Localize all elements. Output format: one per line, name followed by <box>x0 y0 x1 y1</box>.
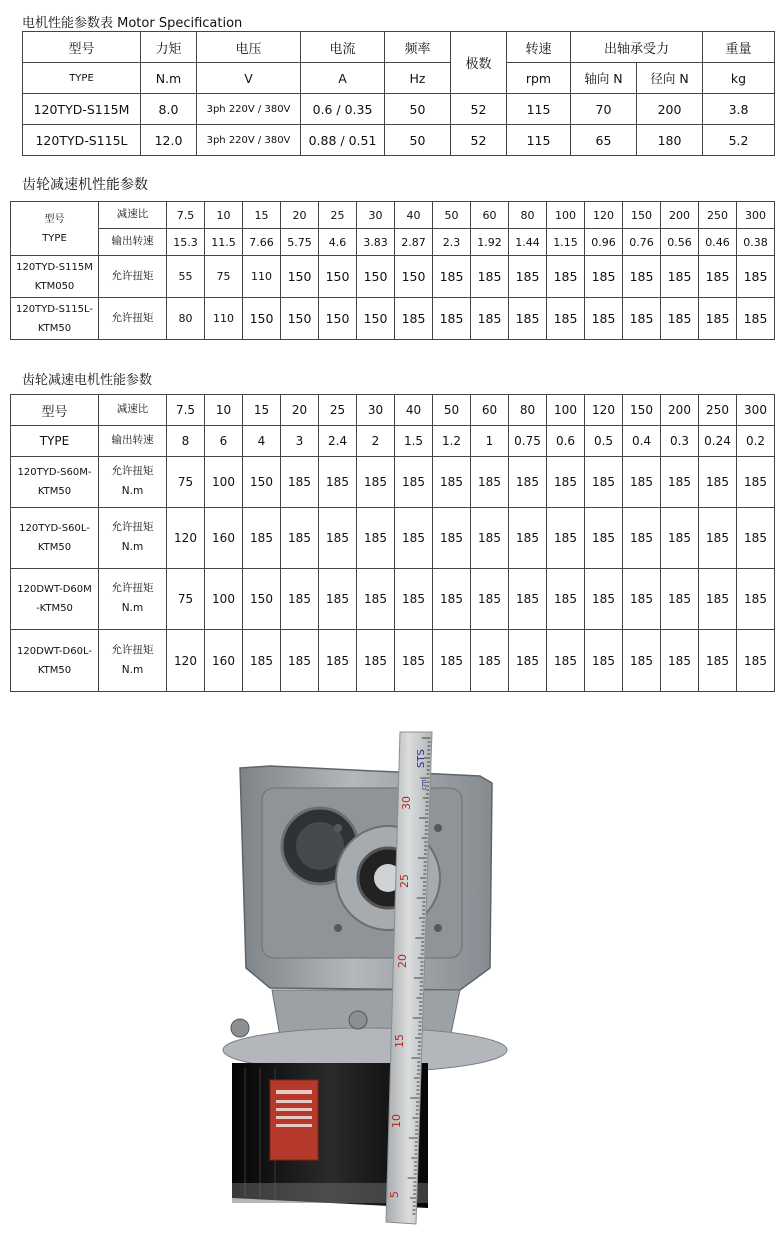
speed-cell: 15.3 <box>167 229 205 256</box>
torque-cell: 185 <box>699 457 737 508</box>
header-current-unit: A <box>301 63 385 94</box>
torque-cell: 185 <box>661 457 699 508</box>
gearmotor-spec-table <box>10 394 775 692</box>
torque-cell: 185 <box>737 256 775 298</box>
speed-cell: 7.66 <box>243 229 281 256</box>
header-torque: 力矩 <box>141 32 197 63</box>
torque-cell: 185 <box>661 256 699 298</box>
gearmotor-spec-title: 齿轮减速电机性能参数 <box>22 373 153 388</box>
poles-cell: 52 <box>451 125 507 156</box>
motor-spec-table <box>22 31 775 156</box>
torque-cell: 110 <box>205 298 243 340</box>
torque-label-cell <box>99 457 167 508</box>
speed-cell: 0.75 <box>509 426 547 457</box>
speed-cell: 2.3 <box>433 229 471 256</box>
gear-motor-photo <box>210 728 540 1228</box>
torque-cell: 185 <box>509 298 547 340</box>
torque-label: 允许扭矩 <box>99 256 167 298</box>
model-cell <box>11 569 99 630</box>
reducer-spec-title: 齿轮减速机性能参数 <box>22 177 148 193</box>
torque-cell: 185 <box>547 630 585 692</box>
torque-cell: 185 <box>509 569 547 630</box>
header-frequency: 频率 <box>385 32 451 63</box>
weight-cell: 3.8 <box>703 94 775 125</box>
torque-label: 允许扭矩 <box>111 582 154 595</box>
radial-cell: 200 <box>637 94 703 125</box>
ruler-number: 15 <box>393 1034 406 1048</box>
frequency-cell: 50 <box>385 94 451 125</box>
torque-cell: 185 <box>547 457 585 508</box>
speed-cell: 5.75 <box>281 229 319 256</box>
speed-cell: 1.15 <box>547 229 585 256</box>
torque-cell: 185 <box>319 508 357 569</box>
table-row <box>11 569 775 630</box>
torque-cell: 185 <box>585 256 623 298</box>
torque-cell: 185 <box>357 630 395 692</box>
torque-cell: 185 <box>699 508 737 569</box>
ratio-cell: 20 <box>281 395 319 426</box>
torque-cell: 185 <box>243 630 281 692</box>
torque-cell: 185 <box>395 298 433 340</box>
speed-label: 输出转速 <box>99 229 167 256</box>
ratio-cell: 15 <box>243 395 281 426</box>
ratio-cell: 250 <box>699 395 737 426</box>
speed-cell: 0.38 <box>737 229 775 256</box>
torque-cell: 185 <box>319 569 357 630</box>
voltage-cell: 3ph 220V / 380V <box>197 125 301 156</box>
torque-cell: 185 <box>433 508 471 569</box>
torque-cell: 185 <box>737 508 775 569</box>
axial-cell: 65 <box>571 125 637 156</box>
model-cell <box>11 508 99 569</box>
torque-cell: 150 <box>319 256 357 298</box>
torque-cell: 150 <box>281 256 319 298</box>
header-weight-unit: kg <box>703 63 775 94</box>
header-frequency-unit: Hz <box>385 63 451 94</box>
torque-cell: 185 <box>433 256 471 298</box>
speed-cell: 0.76 <box>623 229 661 256</box>
torque-cell: 75 <box>167 457 205 508</box>
motor-spec-title: 电机性能参数表 Motor Specification <box>22 16 243 31</box>
torque-cell: 185 <box>623 630 661 692</box>
header-radial: 径向 N <box>637 63 703 94</box>
ruler-number: 25 <box>398 874 411 888</box>
ruler-number: 30 <box>400 796 413 810</box>
ratio-cell: 30 <box>357 395 395 426</box>
speed-cell: 0.6 <box>547 426 585 457</box>
header-axial: 轴向 N <box>571 63 637 94</box>
torque-cell: 185 <box>661 630 699 692</box>
torque-cell: 55 <box>167 256 205 298</box>
ratio-cell: 80 <box>509 395 547 426</box>
ratio-cell: 120 <box>585 395 623 426</box>
torque-cell: 185 <box>623 508 661 569</box>
ruler-brand: STS <box>416 749 427 768</box>
torque-cell: 185 <box>509 508 547 569</box>
torque-unit: N.m <box>121 541 144 553</box>
torque-cell: 185 <box>661 298 699 340</box>
model-line: 120TYD-S115L- <box>15 303 94 315</box>
speed-cell: 8 <box>167 426 205 457</box>
torque-cell: 150 <box>357 256 395 298</box>
ratio-cell: 150 <box>623 202 661 229</box>
torque-cell: 185 <box>471 569 509 630</box>
ratio-cell: 80 <box>509 202 547 229</box>
torque-cell: 150 <box>243 569 281 630</box>
table-row <box>23 125 775 156</box>
torque-cell: 185 <box>281 569 319 630</box>
ratio-cell: 25 <box>319 202 357 229</box>
torque-cell: 185 <box>623 457 661 508</box>
torque-cell: 185 <box>661 508 699 569</box>
model-line: 120DWT-D60L- <box>17 645 92 657</box>
ratio-cell: 7.5 <box>167 395 205 426</box>
speed-cell: 2.4 <box>319 426 357 457</box>
ratio-cell: 10 <box>205 395 243 426</box>
torque-cell: 185 <box>395 508 433 569</box>
ratio-cell: 200 <box>661 202 699 229</box>
torque-cell: 185 <box>281 457 319 508</box>
speed-label: 输出转速 <box>99 426 167 457</box>
ratio-cell: 300 <box>737 395 775 426</box>
model-cell <box>11 298 99 340</box>
torque-cell: 160 <box>205 630 243 692</box>
torque-label: 允许扭矩 <box>111 465 154 478</box>
speed-cell: 0.24 <box>699 426 737 457</box>
ruler-number: 20 <box>396 954 409 968</box>
model-cell: 120TYD-S115L <box>23 125 141 156</box>
voltage-cell: 3ph 220V / 380V <box>197 94 301 125</box>
speed-cell: 0.46 <box>699 229 737 256</box>
torque-label-cell <box>99 630 167 692</box>
speed-cell: 0.96 <box>585 229 623 256</box>
torque-cell: 185 <box>547 298 585 340</box>
torque-cell: 185 <box>433 298 471 340</box>
torque-cell: 185 <box>699 256 737 298</box>
torque-cell: 185 <box>281 508 319 569</box>
torque-cell: 120 <box>167 630 205 692</box>
ratio-cell: 40 <box>395 202 433 229</box>
ratio-cell: 100 <box>547 202 585 229</box>
current-cell: 0.6 / 0.35 <box>301 94 385 125</box>
speed-cell: 1.44 <box>509 229 547 256</box>
torque-label: 允许扭矩 <box>111 521 154 534</box>
reducer-spec-table <box>10 201 775 340</box>
speed-cell: 2 <box>357 426 395 457</box>
ratio-cell: 300 <box>737 202 775 229</box>
torque-label: 允许扭矩 <box>111 643 154 656</box>
model-line: KTM50 <box>37 486 72 497</box>
table-row <box>11 457 775 508</box>
speed-cell: 0.56 <box>661 229 699 256</box>
torque-cell: 185 <box>585 630 623 692</box>
model-cell <box>11 630 99 692</box>
ratio-cell: 20 <box>281 202 319 229</box>
speed-cell: 3.83 <box>357 229 395 256</box>
speed-cell: 0.4 <box>623 426 661 457</box>
torque-label-cell <box>99 569 167 630</box>
torque-cell: 185 <box>623 256 661 298</box>
torque-cell: 185 <box>357 508 395 569</box>
torque-cell: 185 <box>623 298 661 340</box>
torque-unit: N.m <box>121 485 144 497</box>
torque-cell: 160 <box>205 508 243 569</box>
header-speed-unit: rpm <box>507 63 571 94</box>
header-weight: 重量 <box>703 32 775 63</box>
radial-cell: 180 <box>637 125 703 156</box>
header-speed: 转速 <box>507 32 571 63</box>
torque-cell: 150 <box>319 298 357 340</box>
torque-cell: 185 <box>319 630 357 692</box>
table-row <box>11 256 775 298</box>
torque-cell: 185 <box>585 569 623 630</box>
model-line: 120TYD-S115M <box>16 261 93 273</box>
torque-cell: 80 <box>167 298 205 340</box>
header-model-en: TYPE <box>23 63 141 94</box>
torque-cell: 120 <box>167 508 205 569</box>
speed-cell: 6 <box>205 426 243 457</box>
type-label: TYPE <box>42 232 67 244</box>
model-line: KTM50 <box>37 664 72 676</box>
speed-cell: 0.3 <box>661 426 699 457</box>
torque-cell: 185 <box>281 630 319 692</box>
torque-cell: 100 <box>205 569 243 630</box>
torque-cell: 75 <box>167 569 205 630</box>
ratio-cell: 200 <box>661 395 699 426</box>
torque-cell: 185 <box>699 298 737 340</box>
weight-cell: 5.2 <box>703 125 775 156</box>
torque-cell: 185 <box>433 630 471 692</box>
torque-cell: 185 <box>471 256 509 298</box>
gearbox-housing <box>240 766 492 990</box>
torque-cell: 150 <box>243 457 281 508</box>
speed-cell: 1 <box>471 426 509 457</box>
torque-cell: 185 <box>585 508 623 569</box>
table-row <box>11 298 775 340</box>
torque-cell: 185 <box>509 457 547 508</box>
torque-cell: 185 <box>395 457 433 508</box>
torque-cell: 185 <box>699 630 737 692</box>
ratio-cell: 15 <box>243 202 281 229</box>
torque-label-cell <box>99 508 167 569</box>
ratio-cell: 60 <box>471 202 509 229</box>
torque-cell: 150 <box>281 298 319 340</box>
ratio-label: 减速比 <box>99 395 167 426</box>
torque-cell: 185 <box>737 457 775 508</box>
speed-cell: 0.2 <box>737 426 775 457</box>
model-type-header <box>11 202 99 256</box>
speed-cell: 3 <box>281 426 319 457</box>
torque-cell: 185 <box>433 569 471 630</box>
ratio-cell: 40 <box>395 395 433 426</box>
torque-cell: 185 <box>547 256 585 298</box>
speed-cell: 115 <box>507 94 571 125</box>
ruler-number: 10 <box>390 1114 403 1128</box>
torque-cell: 110 <box>243 256 281 298</box>
model-cell <box>11 256 99 298</box>
torque-cell: 185 <box>585 457 623 508</box>
header-poles: 极数 <box>451 32 507 94</box>
speed-cell: 1.5 <box>395 426 433 457</box>
model-line: KTM50 <box>37 322 72 334</box>
model-line: -KTM50 <box>36 603 73 614</box>
speed-cell: 1.2 <box>433 426 471 457</box>
ratio-cell: 50 <box>433 395 471 426</box>
torque-unit: N.m <box>121 602 144 614</box>
torque-cell: 8.0 <box>141 94 197 125</box>
torque-cell: 150 <box>243 298 281 340</box>
ratio-cell: 30 <box>357 202 395 229</box>
table-row <box>11 508 775 569</box>
model-label: 型号 <box>11 395 99 426</box>
torque-cell: 185 <box>395 569 433 630</box>
torque-cell: 150 <box>357 298 395 340</box>
ratio-cell: 120 <box>585 202 623 229</box>
torque-cell: 150 <box>395 256 433 298</box>
torque-cell: 185 <box>737 569 775 630</box>
torque-cell: 185 <box>471 508 509 569</box>
speed-cell: 4 <box>243 426 281 457</box>
frequency-cell: 50 <box>385 125 451 156</box>
axial-cell: 70 <box>571 94 637 125</box>
torque-cell: 185 <box>699 569 737 630</box>
current-cell: 0.88 / 0.51 <box>301 125 385 156</box>
model-label: 型号 <box>44 213 65 225</box>
speed-cell: 0.5 <box>585 426 623 457</box>
header-torque-unit: N.m <box>141 63 197 94</box>
torque-cell: 185 <box>509 630 547 692</box>
header-voltage-unit: V <box>197 63 301 94</box>
ratio-label: 减速比 <box>99 202 167 229</box>
torque-cell: 185 <box>319 457 357 508</box>
ratio-cell: 7.5 <box>167 202 205 229</box>
torque-cell: 75 <box>205 256 243 298</box>
ratio-cell: 150 <box>623 395 661 426</box>
type-label: TYPE <box>11 426 99 457</box>
torque-cell: 185 <box>737 298 775 340</box>
ratio-cell: 25 <box>319 395 357 426</box>
torque-cell: 12.0 <box>141 125 197 156</box>
motor-flange <box>223 990 507 1072</box>
speed-cell: 115 <box>507 125 571 156</box>
model-line: 120TYD-S60M- <box>17 467 92 478</box>
header-voltage: 电压 <box>197 32 301 63</box>
torque-cell: 185 <box>395 630 433 692</box>
torque-cell: 185 <box>357 569 395 630</box>
ratio-cell: 100 <box>547 395 585 426</box>
ruler-unit: cm <box>420 779 428 790</box>
torque-cell: 100 <box>205 457 243 508</box>
header-model: 型号 <box>23 32 141 63</box>
ratio-cell: 50 <box>433 202 471 229</box>
torque-unit: N.m <box>121 663 144 676</box>
ratio-cell: 60 <box>471 395 509 426</box>
table-row <box>23 94 775 125</box>
ratio-cell: 10 <box>205 202 243 229</box>
model-line: 120DWT-D60M <box>17 584 92 595</box>
speed-cell: 11.5 <box>205 229 243 256</box>
speed-cell: 1.92 <box>471 229 509 256</box>
torque-cell: 185 <box>547 508 585 569</box>
torque-cell: 185 <box>547 569 585 630</box>
header-current: 电流 <box>301 32 385 63</box>
model-line: 120TYD-S60L- <box>19 523 90 534</box>
torque-cell: 185 <box>737 630 775 692</box>
model-line: KTM50 <box>37 542 72 553</box>
torque-cell: 185 <box>471 630 509 692</box>
torque-cell: 185 <box>471 457 509 508</box>
torque-cell: 185 <box>623 569 661 630</box>
torque-cell: 185 <box>357 457 395 508</box>
poles-cell: 52 <box>451 94 507 125</box>
torque-cell: 185 <box>471 298 509 340</box>
torque-cell: 185 <box>585 298 623 340</box>
torque-cell: 185 <box>433 457 471 508</box>
torque-cell: 185 <box>243 508 281 569</box>
ratio-cell: 250 <box>699 202 737 229</box>
model-line: KTM050 <box>34 280 75 292</box>
speed-cell: 4.6 <box>319 229 357 256</box>
torque-cell: 185 <box>509 256 547 298</box>
torque-cell: 185 <box>661 569 699 630</box>
model-cell <box>11 457 99 508</box>
speed-cell: 2.87 <box>395 229 433 256</box>
header-shaft-load: 出轴承受力 <box>571 32 703 63</box>
ruler-number: 5 <box>388 1191 401 1198</box>
torque-label: 允许扭矩 <box>99 298 167 340</box>
model-cell: 120TYD-S115M <box>23 94 141 125</box>
table-row <box>11 630 775 692</box>
